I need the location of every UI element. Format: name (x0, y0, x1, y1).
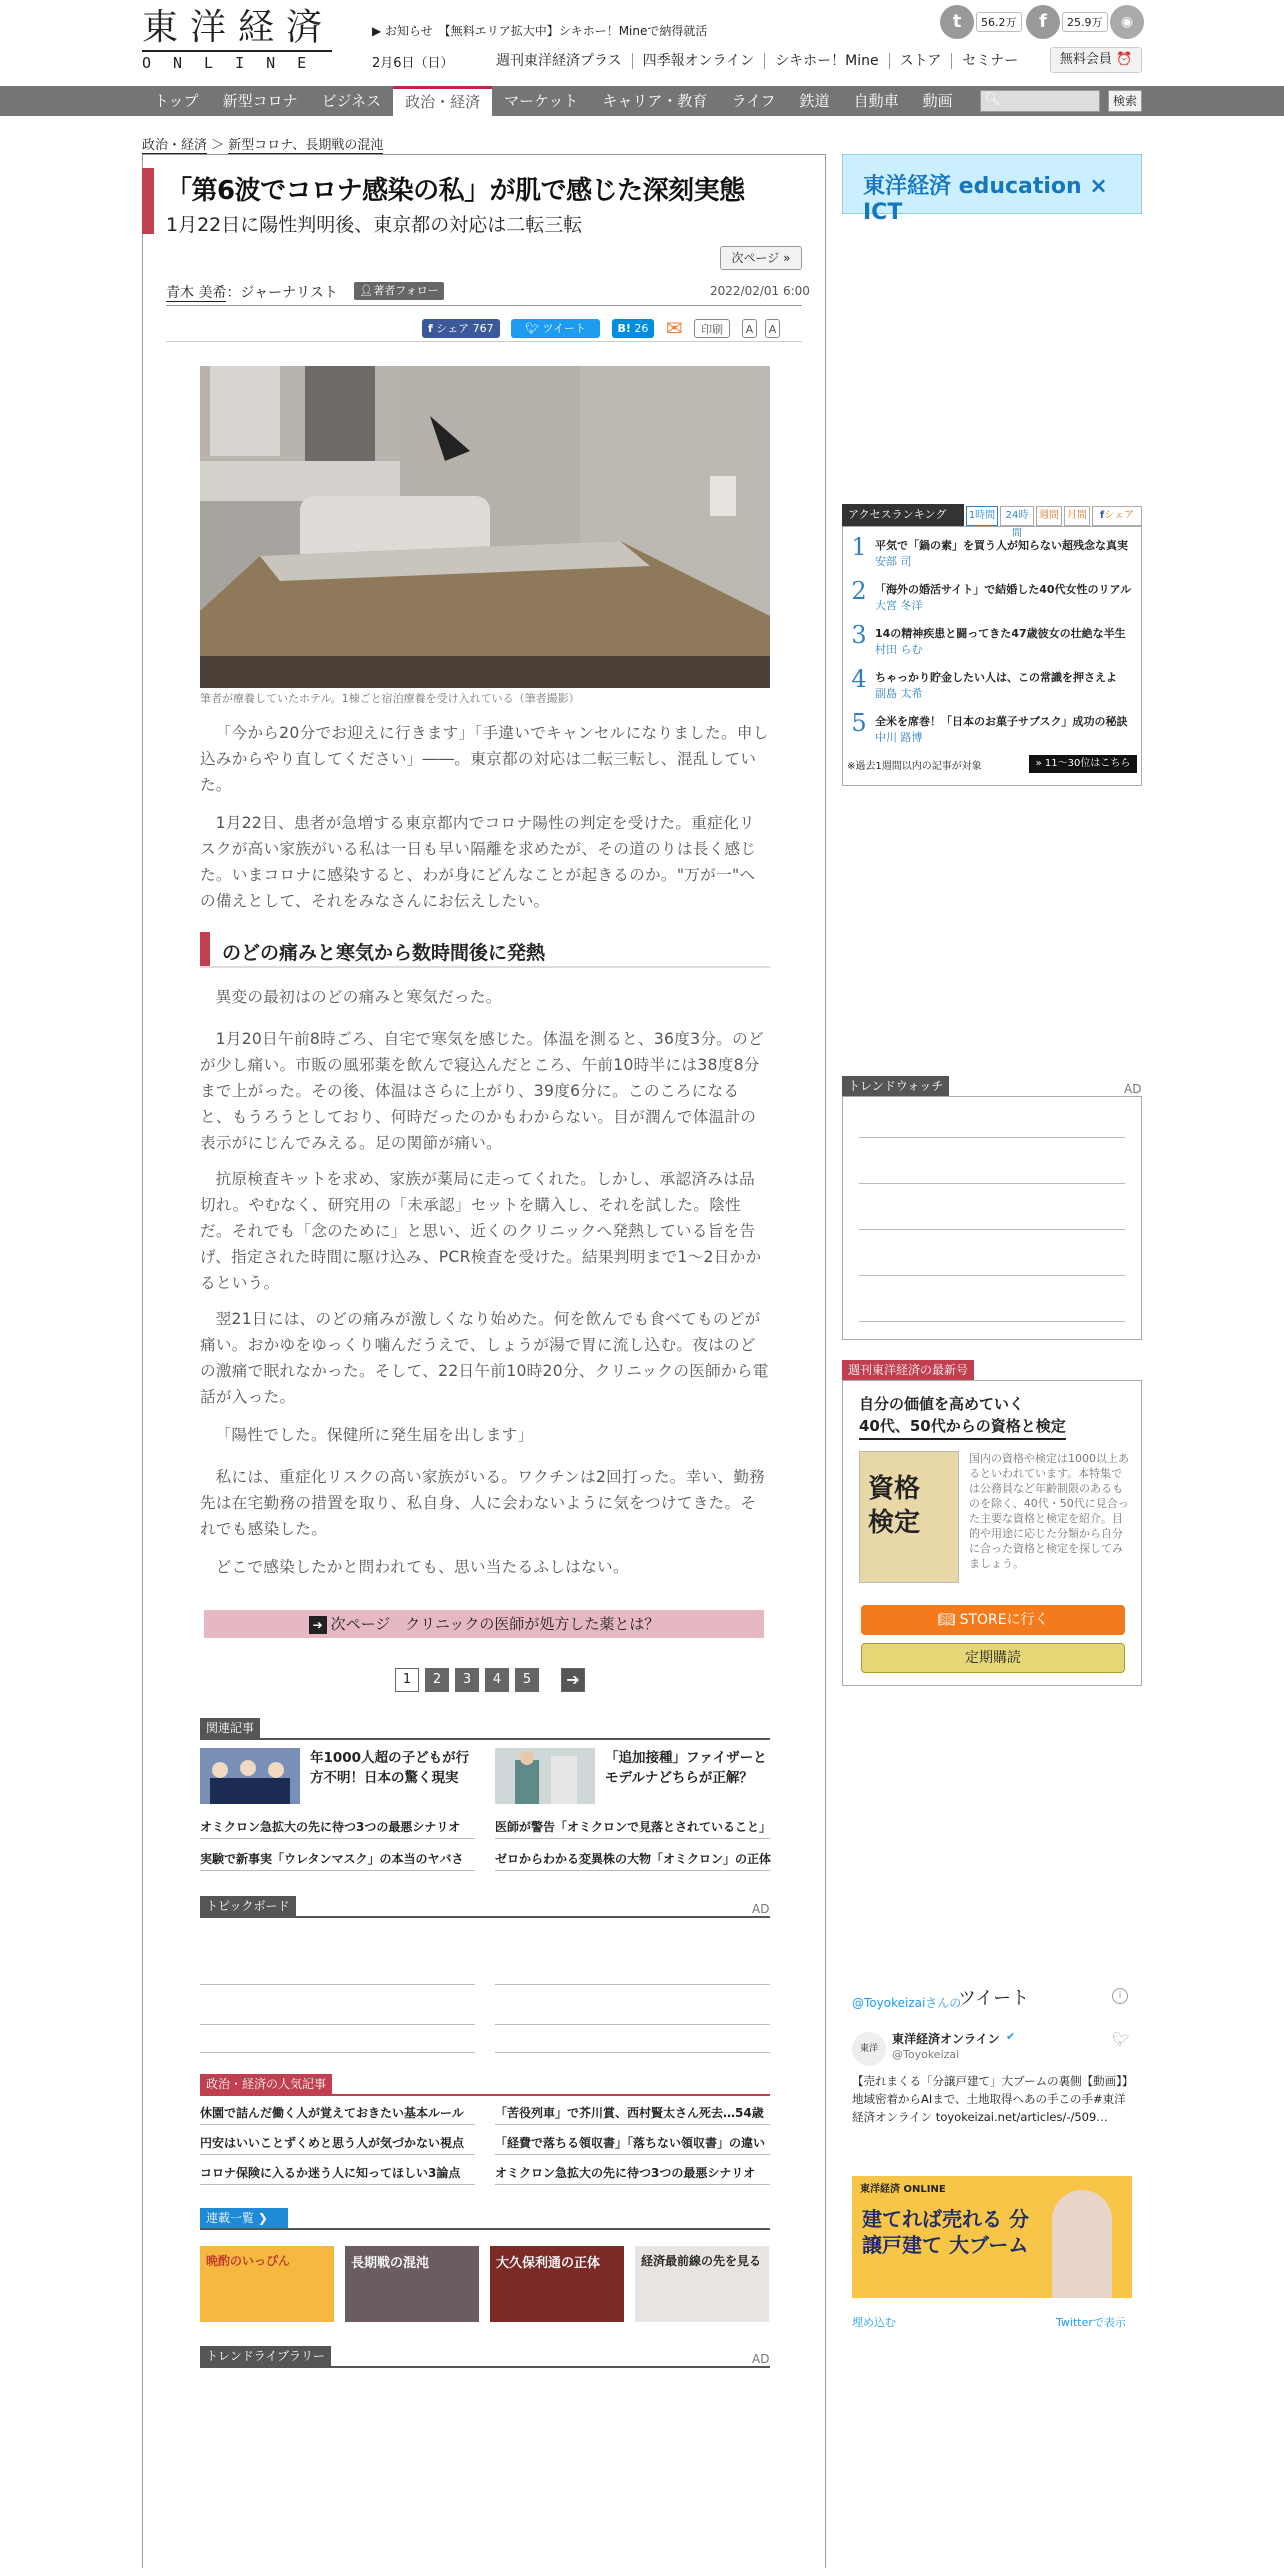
article-paragraph: 「陽性でした。保健所に発生届を出します」 (215, 1426, 534, 1444)
member-button[interactable] (1050, 47, 1142, 73)
top-link-weekly-plus[interactable]: 週刊東洋経済プラス (486, 53, 633, 69)
page-2[interactable]: 2 (425, 1668, 449, 1692)
rank-author: 副島 太希 (875, 687, 923, 700)
popular-link[interactable]: コロナ保険に入るか迷う人に知ってほしい3論点 (200, 2166, 461, 2180)
font-small-button[interactable]: A (742, 319, 758, 338)
divider (495, 2184, 770, 2185)
education-ict-banner[interactable] (842, 154, 1142, 225)
mail-icon[interactable]: ✉ (665, 316, 683, 340)
series-thumb-1[interactable]: 晩酌のいっぴん (200, 2246, 334, 2322)
next-page-arrow[interactable]: ➔ (561, 1668, 585, 1692)
fb-share-count: 767 (472, 321, 494, 335)
divider (495, 2024, 770, 2025)
user-plus-icon: 👤︎ (359, 284, 374, 297)
divider (495, 1870, 770, 1871)
series-thumb-4[interactable]: 経済最前線の先を見る (635, 2246, 769, 2322)
divider (859, 1321, 1125, 1322)
print-button[interactable]: 印刷 (694, 319, 730, 338)
breadcrumb-item-series[interactable]: 新型コロナ、長期戦の混沌 (228, 138, 384, 153)
nav-top[interactable]: トップ (154, 92, 199, 110)
divider (200, 1738, 770, 1740)
facebook-share-button[interactable] (422, 319, 500, 338)
series-label[interactable] (200, 2208, 288, 2228)
tweet-image-text: 建てれば売れる 分譲戸建て 大ブーム (862, 2207, 1029, 2257)
related-link[interactable]: オミクロン急拡大の先に待つ3つの最悪シナリオ (200, 1820, 461, 1834)
series-thumb-2[interactable]: 長期戦の混沌 (345, 2246, 479, 2322)
tweet-text: 【売れまくる「分譲戸建て」大ブームの裏側【動画】】地域密着からAIまで、土地取得へあの手この手#東洋経済オンライン toyokeizai.net/articles/-/509… (852, 2074, 1128, 2124)
related-thumb-children[interactable] (200, 1748, 300, 1804)
magazine-label: 週刊東洋経済の最新号 (842, 1360, 974, 1380)
ranking-item[interactable] (849, 533, 1135, 577)
alarm-clock-icon: ⏰ (1115, 52, 1133, 67)
page-5[interactable]: 5 (515, 1668, 539, 1692)
author-role: ：ジャーナリスト (226, 285, 338, 301)
article-paragraph: 異変の最初はのどの痛みと寒気だった。 (215, 988, 502, 1006)
view-on-twitter-link[interactable]: Twitterで表示 (1056, 2316, 1126, 2329)
search-icon: 🔍︎ (984, 92, 1001, 107)
divider (200, 1984, 475, 1985)
page-3[interactable]: 3 (455, 1668, 479, 1692)
divider (200, 2366, 770, 2368)
related-link[interactable]: 医師が警告「オミクロンで見落とされていること」 (495, 1820, 772, 1834)
ad-label: AD (1124, 1082, 1142, 1096)
trend-watch-box (842, 1096, 1142, 1340)
search-button[interactable]: 検索 (1108, 90, 1142, 112)
ranking-tab-month[interactable]: 月間 (1064, 506, 1090, 526)
series-label-text: 連載一覧 (206, 2211, 255, 2225)
popular-link[interactable]: 休園で詰んだ働く人が覚えておきたい基本ルール (200, 2106, 464, 2120)
photo-caption: 筆者が療養していたホテル。1棟ごと宿泊療養を受け入れている（筆者撮影） (200, 692, 580, 705)
article-paragraph: 私には、重症化リスクの高い家族がいる。ワクチンは2回打った。幸い、勤務先は在宅勤務の措置を取り、私自身、人に会わないように気をつけてきた。それでも感染した。 (200, 1468, 766, 1538)
verified-icon: ✔ (1006, 2030, 1016, 2043)
magazine-description: 国内の資格や検定は1000以上あるといわれています。本特集では公務員など年齢制限のあるものを除く、40代・50代に見合った主要な資格と検定を紹介。目的や用途に応じた分類から自分に合った資格と検定を探してみましょう。 (969, 1452, 1129, 1570)
nav-automobile[interactable]: 自動車 (853, 92, 899, 110)
ranking-item[interactable] (849, 665, 1135, 709)
twitter-icon[interactable]: t (940, 5, 974, 39)
ranking-label: アクセスランキング (842, 504, 964, 526)
ict-banner-text: 東洋経済 education × ICT (863, 174, 1108, 225)
article-paragraph: 翌21日には、のどの痛みが激しくなり始めた。何を飲んでも食べてものどが痛い。おかゆをゆっくり噛んだうえで、しょうが湯で胃に流し込む。夜はのどの激痛で眠れなかった。そして、22日午前10時20分、クリニックの医師から電話が入った。 (200, 1310, 769, 1406)
breadcrumb-item-politics[interactable]: 政治・経済 (142, 138, 208, 153)
page-1[interactable]: 1 (395, 1668, 419, 1692)
ad-label: AD (752, 1902, 770, 1916)
divider (495, 1838, 770, 1839)
divider (495, 2124, 770, 2125)
nav-railway[interactable]: 鉄道 (799, 92, 830, 110)
ranking-tab-1h[interactable]: 1時間 (966, 506, 998, 526)
popular-link[interactable]: 「苦役列車」で芥川賞、西村賢太さん死去…54歳 (495, 2106, 764, 2120)
ranking-item[interactable] (849, 577, 1135, 621)
divider (200, 1838, 475, 1839)
top-link-shikiho-mine[interactable]: シキホー！Mine (765, 53, 889, 69)
divider (859, 1183, 1125, 1184)
article-paragraph: 「今から20分でお迎えに行きます」「手違いでキャンセルになりました。申し込みからやり直してください」――。東京都の対応は二転三転し、混乱していた。 (200, 724, 769, 794)
magazine-title-1: 自分の価値を高めていく (859, 1395, 1025, 1413)
ranking-item[interactable] (849, 621, 1135, 665)
divider (200, 1870, 475, 1871)
related-feature-1[interactable]: 年1000人超の子どもが行方不明！日本の驚く現実 (310, 1750, 470, 1786)
divider (166, 305, 802, 306)
facebook-icon[interactable]: f (1026, 5, 1060, 39)
rank-number: 5 (851, 709, 867, 737)
hatena-bookmark-button[interactable] (612, 319, 655, 338)
publish-date: 2022/02/01 6:00 (710, 284, 810, 298)
trend-watch-label: トレンドウォッチ (842, 1076, 949, 1096)
avatar[interactable]: 東洋 (852, 2032, 886, 2066)
notice-text: お知らせ 【無料エリア拡大中】シキホー！Mineで納得就活 (385, 24, 708, 38)
divider (200, 2228, 770, 2230)
tweet-image[interactable] (852, 2176, 1132, 2298)
next-page-text: 次ページ クリニックの医師が処方した薬とは？ (330, 1615, 660, 1633)
hotel-room-illustration (200, 366, 770, 688)
author-line (166, 282, 338, 302)
rank-number: 1 (851, 533, 867, 561)
ranking-list (842, 526, 1142, 786)
rank-number: 3 (851, 621, 867, 649)
logo-kanji: 東洋経済 (142, 7, 335, 48)
next-page-button[interactable]: 次ページ » (720, 246, 802, 270)
rank-title: ちゃっかり貯金したい人は、この常識を押さえよ (875, 671, 1117, 684)
store-button-label: STOREに行く (959, 1612, 1049, 1628)
subscribe-button[interactable]: 定期購読 (861, 1643, 1125, 1673)
facebook-icon: f (428, 321, 433, 335)
nav-covid[interactable]: 新型コロナ (222, 92, 298, 110)
info-icon[interactable]: i (1112, 1988, 1128, 2004)
tweet-account-name[interactable]: 東洋経済オンライン (892, 2032, 1000, 2046)
nav-business[interactable]: ビジネス (321, 92, 382, 110)
article-paragraph: 1月22日、患者が急増する東京都内でコロナ陽性の判定を受けた。重症化リスクが高い家族がいる私は一日も早い隔離を求めたが、その道のりは長く感じた。いまコロナに感染すると、わが身にどんなことが起きるのか。"万が一"への備えとして、それをみなさんにお伝えしたい。 (200, 814, 757, 910)
nav-video[interactable]: 動画 (922, 92, 953, 110)
embed-link[interactable]: 埋め込む (852, 2316, 896, 2329)
divider (200, 1916, 770, 1918)
ranking-tab-share[interactable] (1092, 506, 1142, 526)
follow-label: 著者フォロー (373, 284, 439, 297)
twitter-bird-icon[interactable]: 🐦︎ (1112, 2032, 1130, 2048)
author-name[interactable]: 青木 美希 (166, 285, 227, 301)
share-tab-label: シェア (1104, 510, 1135, 521)
ranking-more-link[interactable]: » 11～30位はこちら (1029, 755, 1137, 773)
bird-icon: 🐦︎ (525, 321, 540, 335)
related-link[interactable]: ゼロからわかる変異株の大物「オミクロン」の正体 (495, 1852, 772, 1866)
divider (859, 1275, 1125, 1276)
next-page-banner[interactable] (204, 1610, 764, 1638)
rank-author: 中川 路博 (875, 731, 923, 744)
store-button[interactable] (861, 1605, 1125, 1635)
article-paragraph: どこで感染したかと問われても、思い当たるふしはない。 (215, 1558, 629, 1576)
divider (200, 2124, 475, 2125)
divider (200, 2094, 770, 2096)
ranking-tab-24h[interactable]: 24時間 (1000, 506, 1034, 526)
site-logo[interactable] (142, 7, 335, 72)
divider (200, 966, 770, 968)
rank-title: 14の精神疾患と闘ってきた47歳彼女の壮絶な半生 (875, 627, 1126, 640)
current-date: 2月6日（日） (372, 56, 454, 71)
rank-author: 安部 司 (875, 555, 912, 568)
article-photo[interactable] (200, 366, 770, 688)
top-link-shikiho[interactable]: 四季報オンライン (633, 53, 766, 69)
popular-link[interactable]: 「経費で落ちる領収書」「落ちない領収書」の違い (495, 2136, 766, 2150)
pagination (395, 1668, 591, 1692)
trend-library-label: トレンドライブラリー (200, 2346, 331, 2366)
divider (200, 2154, 475, 2155)
ranking-note: ※過去1週間以内の記事が対象 (847, 761, 982, 772)
rank-author: 大宮 冬洋 (875, 599, 923, 612)
tweet-image-logo: 東洋経済 ONLINE (860, 2184, 946, 2195)
popular-link[interactable]: オミクロン急拡大の先に待つ3つの最悪シナリオ (495, 2166, 756, 2180)
divider (495, 2154, 770, 2155)
series-thumb-3[interactable]: 大久保利通の正体 (490, 2246, 624, 2322)
rank-title: 「海外の婚活サイト」で結婚した40代女性のリアル (875, 583, 1132, 596)
topic-board-label: トピックボード (200, 1896, 296, 1916)
rank-number: 4 (851, 665, 867, 693)
nav-market[interactable]: マーケット (504, 92, 579, 110)
person-photo (1052, 2190, 1112, 2298)
arrow-right-icon: ➔ (309, 1616, 327, 1634)
related-link[interactable]: 実験で新事実「ウレタンマスク」の本当のヤバさ (200, 1852, 464, 1866)
top-links (486, 50, 1028, 70)
section-heading: のどの痛みと寒気から数時間後に発熱 (222, 942, 546, 964)
divider (200, 2184, 475, 2185)
divider (200, 2024, 475, 2025)
tweet-account-handle[interactable]: @Toyokeizai (892, 2048, 960, 2061)
rank-number: 2 (851, 577, 867, 605)
breadcrumb: 政治・経済 ＞ 新型コロナ、長期戦の混沌 (142, 138, 384, 153)
search-input[interactable] (980, 90, 1100, 112)
divider (495, 2052, 770, 2053)
related-feature-2[interactable]: 「追加接種」ファイザーとモデルナどちらが正解？ (605, 1750, 767, 1786)
font-large-button[interactable]: A (765, 319, 781, 338)
page-4[interactable]: 4 (485, 1668, 509, 1692)
article-subtitle: 1月22日に陽性判明後、東京都の対応は二転三転 (166, 214, 583, 236)
top-link-seminar[interactable]: セミナー (962, 53, 1019, 69)
rss-icon[interactable]: ◉ (1110, 5, 1144, 39)
divider (200, 2052, 475, 2053)
title-accent-bar (142, 168, 154, 234)
hatena-count: 26 (634, 321, 649, 335)
ranking-tab-week[interactable]: 週間 (1036, 506, 1062, 526)
fb-share-label: シェア (436, 321, 470, 335)
book-icon: 📖︎ (937, 1612, 956, 1628)
divider (859, 1137, 1125, 1138)
tweets-handle-label[interactable]: @Toyokeizaiさんの (852, 1996, 962, 2010)
top-link-store[interactable]: ストア (890, 53, 953, 69)
tweet-label: ツイート (542, 321, 586, 335)
tweets-label: ツイート (958, 1988, 1030, 2009)
nav-life[interactable]: ライフ (731, 92, 776, 110)
vaccine-photo (495, 1748, 595, 1804)
rank-author: 村田 らむ (875, 643, 923, 656)
popular-link[interactable]: 円安はいいことずくめと思う人が気づかない視点 (200, 2136, 465, 2150)
twitter-follower-count: 56.2万 (976, 12, 1022, 32)
nav-politics-economy[interactable]: 政治・経済 (393, 86, 492, 116)
rank-title: 全米を席巻！「日本のお菓子サブスク」成功の秘訣 (875, 715, 1128, 728)
tweet-button[interactable] (511, 319, 600, 338)
chevron-right-icon: ❯ (257, 2211, 268, 2225)
popular-label: 政治・経済の人気記事 (200, 2074, 332, 2094)
related-thumb-vaccine[interactable] (495, 1748, 595, 1804)
article-paragraph: 抗原検査キットを求め、家族が薬局に走ってくれた。しかし、承認済みは品切れ。やむなく、研究用の「未承認」セットを購入し、それを試した。陰性だ。それでも「念のために」と思い、近くのクリニックへ発熱している旨を告げ、指定された時間に駆け込み、PCR検査を受けた。結果判明まで1～2日かかるという。 (200, 1170, 762, 1292)
ranking-tabs (842, 504, 1142, 539)
magazine-cover[interactable]: 資格 検定 (859, 1451, 959, 1583)
twitter-timeline (842, 1980, 1142, 2340)
rank-title: 平気で「鍋の素」を買う人が知らない超残念な真実 (875, 539, 1128, 552)
nav-career[interactable]: キャリア・教育 (602, 92, 708, 110)
member-label: 無料会員 (1059, 52, 1112, 67)
children-photo (200, 1748, 300, 1804)
logo-online: ONLINE (142, 50, 332, 72)
divider (166, 341, 802, 342)
divider (859, 1229, 1125, 1230)
author-follow-button[interactable] (354, 282, 444, 300)
article-paragraph: 1月20日午前8時ごろ、自宅で寒気を感じた。体温を測ると、36度3分。のどが少し痛い。市販の風邪薬を飲んで寝込んだところ、午前10時半には38度8分まで上がった。その後、体温はさらに上がり、39度6分に。このころになると、もうろうとしており、何時だったのかもわからない。目が潤んで体温計の表示がにじんでみえる。足の関節が痛い。 (200, 1030, 764, 1152)
magazine-title-2: 40代、50代からの資格と検定 (859, 1415, 1066, 1440)
facebook-follower-count: 25.9万 (1062, 12, 1108, 32)
facebook-icon: f (1099, 510, 1105, 521)
magazine-box (842, 1380, 1142, 1686)
ranking-item[interactable] (849, 709, 1135, 753)
related-label: 関連記事 (200, 1718, 260, 1738)
notice-link[interactable]: ▶ お知らせ 【無料エリア拡大中】シキホー！Mineで納得就活 (372, 24, 708, 38)
article-title: 「第6波でコロナ感染の私」が肌で感じた深刻実態 (166, 176, 745, 206)
ad-label: AD (752, 2352, 770, 2366)
share-bar (422, 316, 788, 340)
divider (495, 1984, 770, 1985)
hatena-icon: B! (617, 321, 631, 335)
